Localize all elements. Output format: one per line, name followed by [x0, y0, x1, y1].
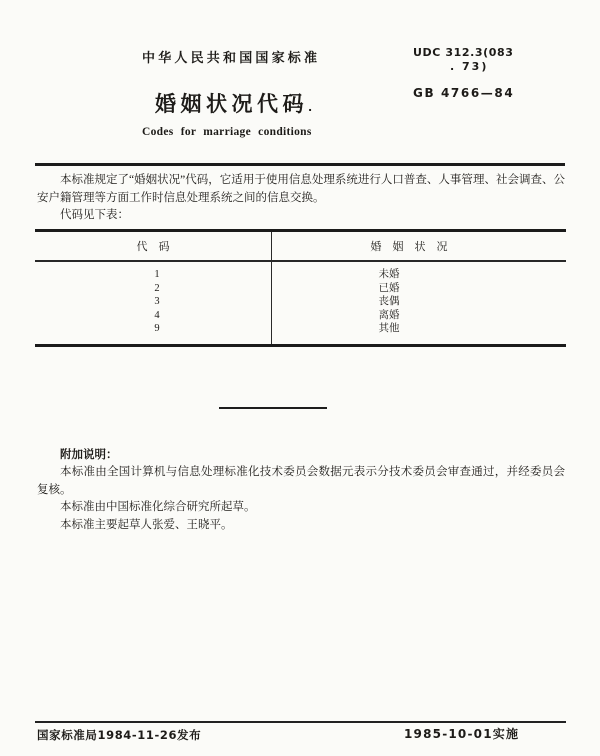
table-row-status: 离婚: [378, 309, 400, 321]
notes-line-drafter-org: 本标准由中国标准化综合研究所起草。: [60, 501, 256, 514]
table-body: [35, 262, 566, 344]
notes-line-approval: 本标准由全国计算机与信息处理标准化技术委员会数据元表示分技术委员会审查通过，并经委员会复核。: [37, 466, 565, 496]
national-standard-label: 中华人民共和国国家标准: [142, 51, 321, 66]
status-column: [272, 262, 566, 344]
column-header-code: 代码: [35, 232, 272, 260]
table-row-code: 2: [154, 282, 160, 294]
code-column: [35, 262, 272, 344]
intro-section: [37, 172, 565, 225]
table-row-code: 4: [154, 309, 160, 321]
title-mark: .: [308, 101, 313, 114]
footer-divider-rule: [35, 721, 566, 723]
udc-classification: [413, 46, 514, 74]
column-header-status: 婚姻状况: [370, 241, 459, 253]
table-row-code: 1: [154, 269, 160, 280]
table-header-row: [35, 232, 566, 262]
additional-notes-section: [37, 447, 565, 534]
table-row-code: 3: [154, 296, 160, 307]
document-title-english: Codes for marriage conditions: [142, 126, 312, 138]
marriage-code-table: [35, 229, 566, 347]
document-title-chinese: [155, 88, 312, 118]
table-row-status: 已婚: [378, 282, 400, 294]
notes-line-drafters: 本标准主要起草人张爱、王晓平。: [60, 518, 233, 531]
title-text: 婚姻状况代码: [155, 92, 308, 116]
table-lead-text: 代码见下表：: [60, 209, 129, 221]
standard-code: GB 4766—84: [413, 86, 515, 100]
table-row-status: 丧偶: [378, 296, 400, 307]
notes-heading: 附加说明：: [60, 449, 118, 461]
footer-issued-date: 国家标准局1984-11-26发布: [37, 728, 202, 742]
section-end-rule: [219, 407, 327, 409]
intro-paragraph: 本标准规定了“婚姻状况”代码，它适用于使用信息处理系统进行人口普查、人事管理、社会调查、公安户籍管理等方面工作时信息处理系统之间的信息交换。: [37, 174, 565, 204]
header-divider-rule: [35, 163, 565, 166]
table-row-status: 未婚: [378, 269, 400, 280]
udc-line2: . 73): [450, 60, 489, 73]
table-row-status: 其他: [378, 323, 400, 334]
udc-line1: UDC 312.3(083: [413, 46, 514, 59]
footer-effective-date: 1985-10-01实施: [404, 727, 520, 741]
table-row-code: 9: [154, 323, 160, 334]
